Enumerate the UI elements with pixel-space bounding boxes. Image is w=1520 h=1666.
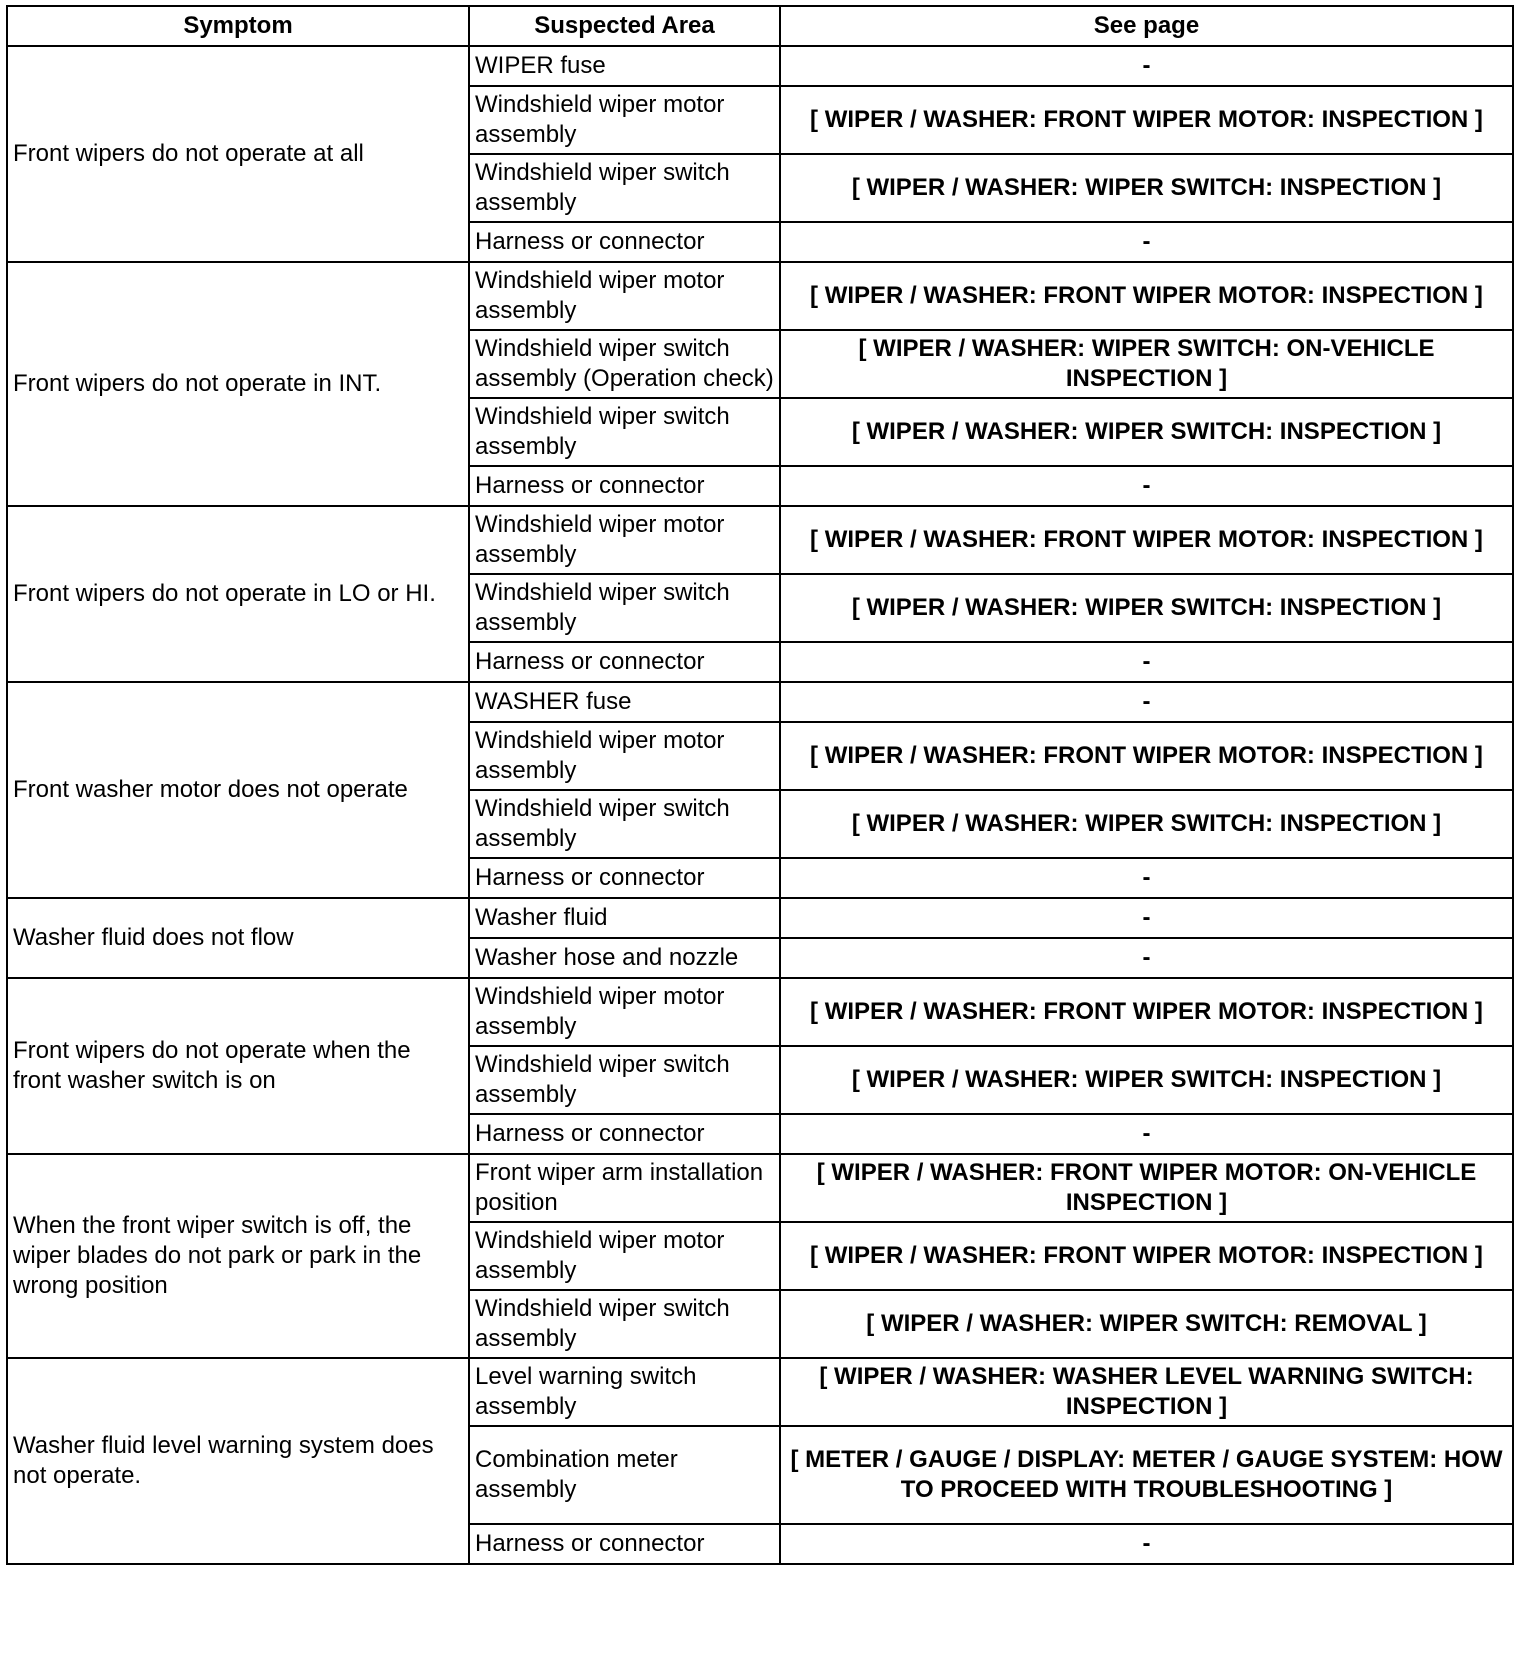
see-page-cell: [ WIPER / WASHER: FRONT WIPER MOTOR: INSPECTION ] [780, 978, 1513, 1046]
see-page-cell: - [780, 466, 1513, 506]
symptom-cell: Front wipers do not operate in INT. [7, 262, 469, 506]
see-page-cell: [ METER / GAUGE / DISPLAY: METER / GAUGE SYSTEM: HOW TO PROCEED WITH TROUBLESHOOTING ] [780, 1426, 1513, 1524]
table-row [7, 1154, 1513, 1222]
see-page-cell: [ WIPER / WASHER: FRONT WIPER MOTOR: INSPECTION ] [780, 722, 1513, 790]
suspected-area-cell: Washer hose and nozzle [469, 938, 780, 978]
suspected-area-cell: Harness or connector [469, 1524, 780, 1564]
symptom-cell: Washer fluid level warning system does not operate. [7, 1358, 469, 1564]
suspected-area-cell: Harness or connector [469, 858, 780, 898]
see-page-cell: [ WIPER / WASHER: WIPER SWITCH: ON-VEHICLE INSPECTION ] [780, 330, 1513, 398]
symptom-cell: Washer fluid does not flow [7, 898, 469, 978]
suspected-area-cell: Harness or connector [469, 466, 780, 506]
suspected-area-cell: Harness or connector [469, 222, 780, 262]
suspected-area-cell: Windshield wiper motor assembly [469, 978, 780, 1046]
header-row [7, 6, 1513, 46]
suspected-area-cell: Harness or connector [469, 642, 780, 682]
see-page-cell: [ WIPER / WASHER: FRONT WIPER MOTOR: INSPECTION ] [780, 262, 1513, 330]
suspected-area-cell: Windshield wiper switch assembly [469, 1290, 780, 1358]
table-row [7, 898, 1513, 938]
suspected-area-cell: Windshield wiper motor assembly [469, 506, 780, 574]
see-page-cell: [ WIPER / WASHER: WIPER SWITCH: REMOVAL ] [780, 1290, 1513, 1358]
suspected-area-cell: WIPER fuse [469, 46, 780, 86]
table-row [7, 46, 1513, 86]
suspected-area-cell: Windshield wiper switch assembly [469, 790, 780, 858]
header-see-page: See page [780, 6, 1513, 46]
suspected-area-cell: Level warning switch assembly [469, 1358, 780, 1426]
suspected-area-cell: Windshield wiper motor assembly [469, 262, 780, 330]
suspected-area-cell: WASHER fuse [469, 682, 780, 722]
see-page-cell: - [780, 1524, 1513, 1564]
see-page-cell: - [780, 222, 1513, 262]
symptom-cell: Front washer motor does not operate [7, 682, 469, 898]
see-page-cell: - [780, 898, 1513, 938]
see-page-cell: [ WIPER / WASHER: FRONT WIPER MOTOR: INSPECTION ] [780, 506, 1513, 574]
symptom-cell: Front wipers do not operate in LO or HI. [7, 506, 469, 682]
symptom-cell: Front wipers do not operate at all [7, 46, 469, 262]
see-page-cell: - [780, 938, 1513, 978]
troubleshooting-table-container [6, 5, 1512, 1565]
suspected-area-cell: Windshield wiper motor assembly [469, 86, 780, 154]
table-row [7, 262, 1513, 330]
table-body [7, 46, 1513, 1564]
see-page-cell: [ WIPER / WASHER: WASHER LEVEL WARNING SWITCH: INSPECTION ] [780, 1358, 1513, 1426]
suspected-area-cell: Combination meter assembly [469, 1426, 780, 1524]
see-page-cell: [ WIPER / WASHER: WIPER SWITCH: INSPECTION ] [780, 154, 1513, 222]
troubleshooting-table [6, 5, 1514, 1565]
see-page-cell: [ WIPER / WASHER: WIPER SWITCH: INSPECTION ] [780, 790, 1513, 858]
see-page-cell: - [780, 858, 1513, 898]
see-page-cell: - [780, 46, 1513, 86]
see-page-cell: [ WIPER / WASHER: FRONT WIPER MOTOR: ON-VEHICLE INSPECTION ] [780, 1154, 1513, 1222]
table-row [7, 682, 1513, 722]
see-page-cell: [ WIPER / WASHER: WIPER SWITCH: INSPECTION ] [780, 1046, 1513, 1114]
symptom-cell: Front wipers do not operate when the front washer switch is on [7, 978, 469, 1154]
suspected-area-cell: Windshield wiper motor assembly [469, 1222, 780, 1290]
table-row [7, 1358, 1513, 1426]
symptom-cell: When the front wiper switch is off, the wiper blades do not park or park in the wrong position [7, 1154, 469, 1358]
suspected-area-cell: Harness or connector [469, 1114, 780, 1154]
see-page-cell: - [780, 1114, 1513, 1154]
see-page-cell: - [780, 642, 1513, 682]
header-symptom: Symptom [7, 6, 469, 46]
see-page-cell: [ WIPER / WASHER: FRONT WIPER MOTOR: INSPECTION ] [780, 86, 1513, 154]
suspected-area-cell: Windshield wiper switch assembly [469, 574, 780, 642]
suspected-area-cell: Windshield wiper motor assembly [469, 722, 780, 790]
see-page-cell: [ WIPER / WASHER: FRONT WIPER MOTOR: INSPECTION ] [780, 1222, 1513, 1290]
see-page-cell: [ WIPER / WASHER: WIPER SWITCH: INSPECTION ] [780, 398, 1513, 466]
suspected-area-cell: Windshield wiper switch assembly [469, 398, 780, 466]
suspected-area-cell: Washer fluid [469, 898, 780, 938]
suspected-area-cell: Windshield wiper switch assembly (Operation check) [469, 330, 780, 398]
table-row [7, 978, 1513, 1046]
see-page-cell: [ WIPER / WASHER: WIPER SWITCH: INSPECTION ] [780, 574, 1513, 642]
suspected-area-cell: Windshield wiper switch assembly [469, 154, 780, 222]
header-suspected-area: Suspected Area [469, 6, 780, 46]
suspected-area-cell: Front wiper arm installation position [469, 1154, 780, 1222]
see-page-cell: - [780, 682, 1513, 722]
suspected-area-cell: Windshield wiper switch assembly [469, 1046, 780, 1114]
table-row [7, 506, 1513, 574]
